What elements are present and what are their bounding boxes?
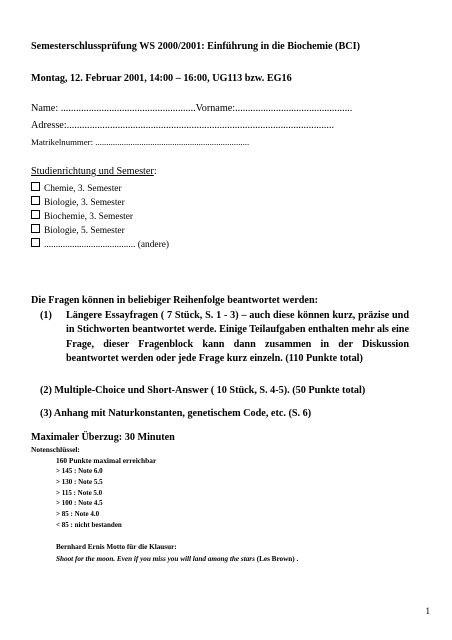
studien-heading-colon: : — [153, 166, 157, 177]
motto-author: (Les Brown) . — [254, 555, 299, 563]
option-label: Biologie, 5. Semester — [44, 226, 125, 236]
matrikel-field[interactable]: Matrikelnummer: ...................................................................... — [31, 137, 250, 147]
motto-quote: Shoot for the moon. Even if you miss you will land among the stars — [56, 555, 255, 563]
page-number: 1 — [425, 607, 430, 617]
option-label: ....................................... (andere) — [44, 240, 169, 250]
max-points: 160 Punkte maximal erreichbar — [56, 456, 157, 465]
option-label: Biochemie, 3. Semester — [44, 212, 134, 222]
option-andere[interactable] — [31, 238, 169, 250]
question-3: (3) Anhang mit Naturkonstanten, genetischem Code, etc. (S. 6) — [40, 408, 312, 419]
fragen-intro: Die Fragen können in beliebiger Reihenfolge beantwortet werden: — [31, 295, 319, 306]
grade-row: > 130 : Note 5.5 — [56, 478, 103, 486]
studien-heading-text: Studienrichtung und Semester — [31, 166, 154, 177]
question-1 — [40, 309, 409, 366]
grade-row: > 85 : Note 4.0 — [56, 510, 100, 518]
option-chemie-3[interactable] — [31, 182, 122, 194]
checkbox-icon[interactable] — [31, 182, 40, 191]
grade-row: > 115 : Note 5.0 — [56, 489, 103, 497]
grading-key-label: Notenschlüssel: — [31, 445, 80, 454]
checkbox-icon[interactable] — [31, 196, 40, 205]
question-2: (2) Multiple-Choice und Short-Answer ( 10 Stück, S. 4-5). (50 Punkte total) — [40, 385, 366, 396]
option-label: Chemie, 3. Semester — [44, 184, 122, 194]
exam-date-line: Montag, 12. Februar 2001, 14:00 – 16:00, UG113 bzw. EG16 — [31, 73, 292, 84]
question-1-number: (1) — [40, 310, 52, 321]
exam-title: Semesterschlussprüfung WS 2000/2001: Einführung in die Biochemie (BCI) — [31, 41, 360, 52]
grade-row: > 100 : Note 4.5 — [56, 499, 103, 507]
grade-row: < 85 : nicht bestanden — [56, 521, 122, 529]
option-label: Biologie, 3. Semester — [44, 198, 125, 208]
name-field[interactable]: Name: .....................................................Vorname:.............................................. — [31, 103, 353, 114]
checkbox-icon[interactable] — [31, 238, 40, 247]
grade-row: > 145 : Note 6.0 — [56, 467, 103, 475]
adresse-field[interactable]: Adresse:......................................................................................................... — [31, 120, 335, 131]
option-biochemie-3[interactable] — [31, 210, 133, 222]
motto-heading: Bernhard Ernis Motto für die Klausur: — [56, 543, 177, 551]
max-time: Maximaler Überzug: 30 Minuten — [31, 432, 175, 443]
option-biologie-5[interactable] — [31, 224, 125, 236]
studien-heading — [31, 166, 157, 177]
question-1-text: Längere Essayfragen ( 7 Stück, S. 1 - 3) – auch diese können kurz, präzise und in Stichworten beantwortet werde. Einige Teilaufgaben enthalten mehr als eine Frage, dieser Fragenblock kann dann zusammen in der Diskussion beantwortet werden oder jede Frage kurz einzeln. (110 Punkte total) — [66, 310, 409, 364]
checkbox-icon[interactable] — [31, 224, 40, 233]
motto-line — [56, 555, 298, 563]
checkbox-icon[interactable] — [31, 210, 40, 219]
option-biologie-3[interactable] — [31, 196, 125, 208]
